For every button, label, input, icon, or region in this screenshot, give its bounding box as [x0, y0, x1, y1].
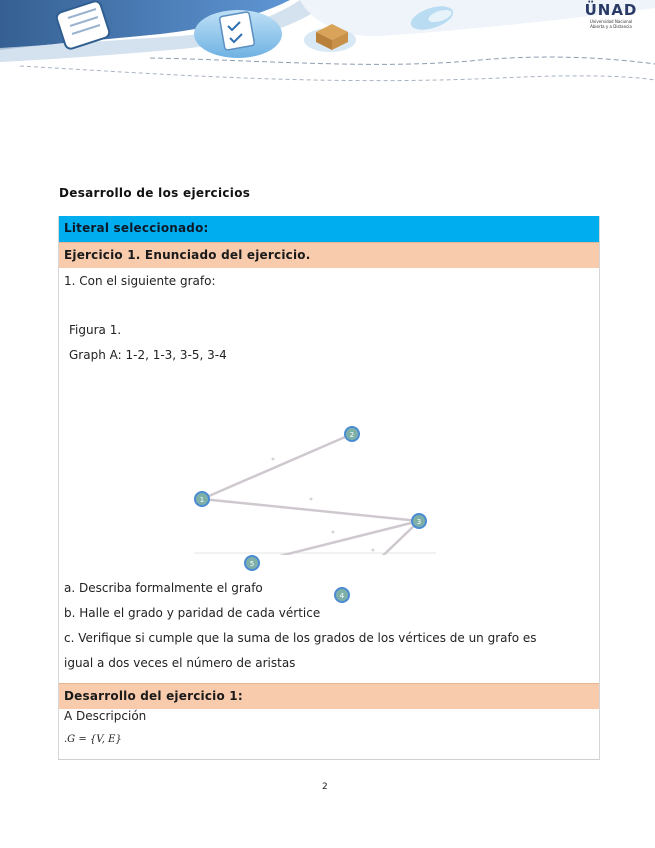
development-content: [59, 709, 599, 759]
svg-text:5: 5: [249, 560, 255, 568]
svg-text:1: 1: [199, 496, 205, 504]
description-label: A Descripción: [64, 709, 147, 723]
graph-node: [335, 588, 349, 602]
item-c-line-2: igual a dos veces el número de aristas: [64, 656, 296, 670]
intro-text: 1. Con el siguiente grafo:: [64, 274, 216, 288]
checklist-icon: [194, 10, 282, 58]
exercise-statement: [59, 268, 599, 683]
svg-text:4: 4: [339, 592, 345, 600]
development-header-row: Desarrollo del ejercicio 1:: [59, 683, 599, 709]
exercise-table: [58, 216, 600, 760]
graph-figure-lower: [181, 365, 451, 600]
logo-subtitle-2: Abierta y a Distancia: [590, 24, 632, 29]
literal-row: Literal seleccionado:: [59, 216, 599, 242]
figure-label: Figura 1.: [69, 323, 122, 337]
exercise-header-row: Ejercicio 1. Enunciado del ejercicio.: [59, 242, 599, 268]
section-title: Desarrollo de los ejercicios: [59, 186, 251, 200]
logo-subtitle-1: Universidad Nacional: [589, 19, 633, 24]
graph-node: [245, 556, 259, 570]
logo-text: ÜNAD: [584, 1, 638, 19]
item-a: a. Describa formalmente el grafo: [64, 581, 263, 595]
item-b: b. Halle el grado y paridad de cada vértice: [64, 606, 321, 620]
graph-caption: Graph A: 1-2, 1-3, 3-5, 3-4: [69, 348, 227, 362]
svg-text:3: 3: [416, 518, 422, 526]
page-number: 2: [322, 782, 328, 792]
svg-text:2: 2: [349, 431, 355, 439]
formula: .G = {V, E}: [64, 734, 122, 745]
unad-logo: [572, 2, 650, 29]
header-banner: [0, 0, 655, 95]
item-c-line-1: c. Verifique si cumple que la suma de los grados de los vértices de un grafo es: [64, 631, 537, 645]
